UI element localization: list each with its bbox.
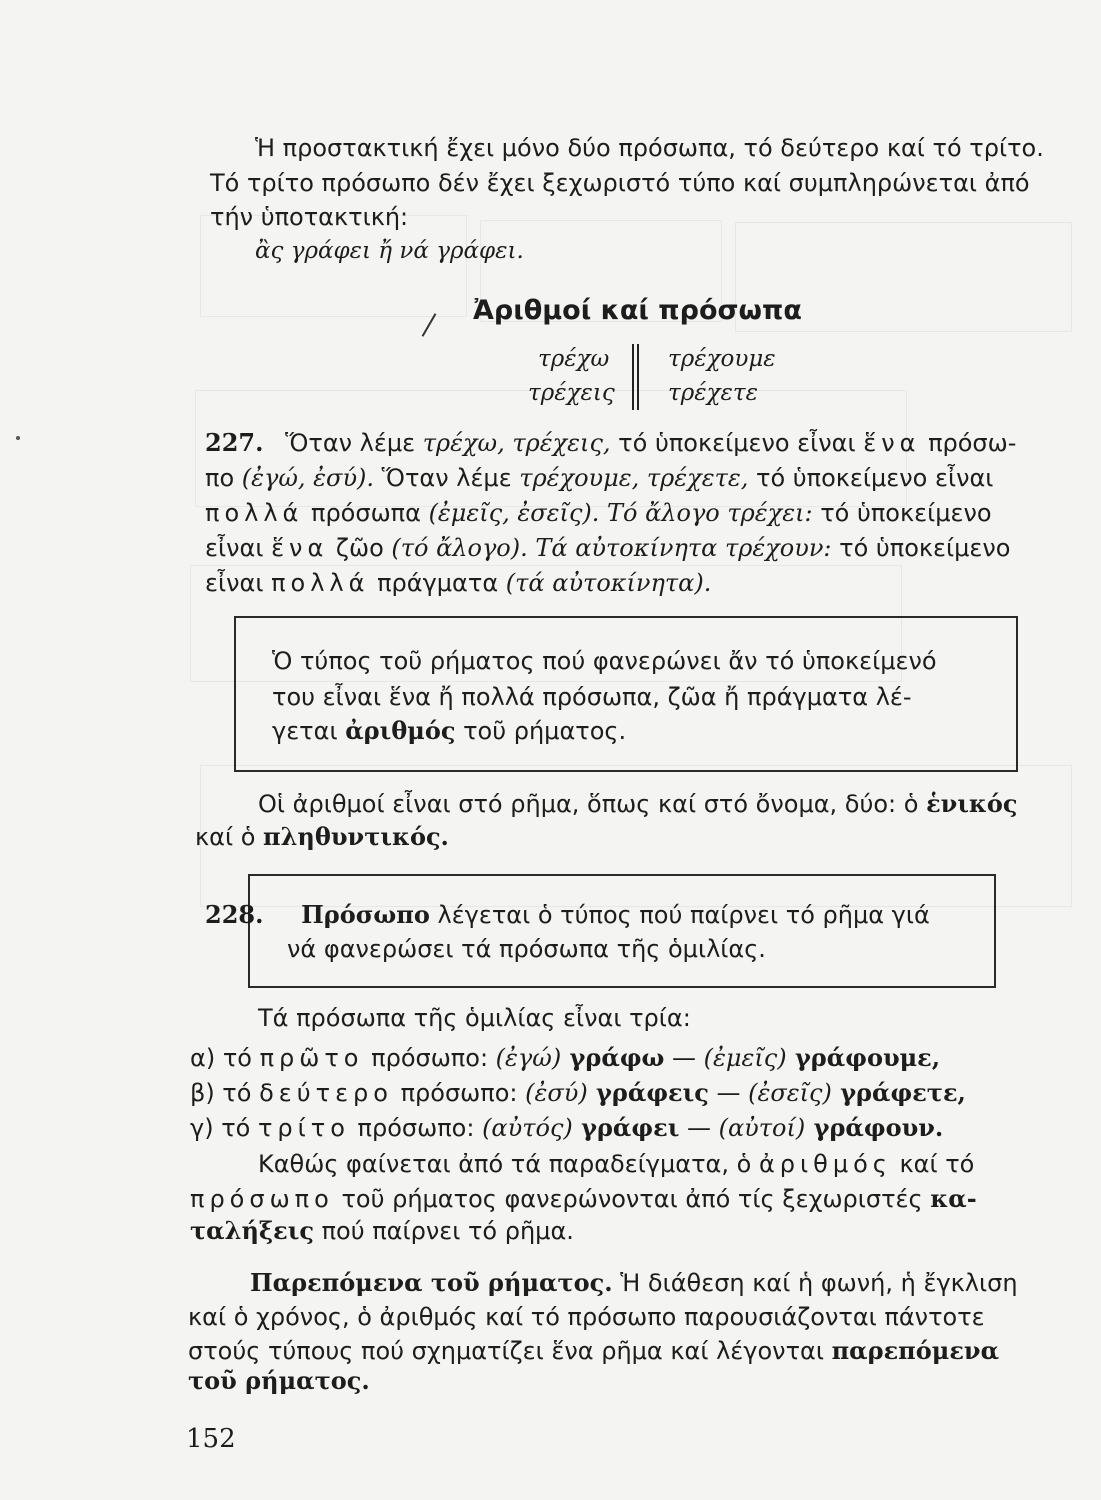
paragraph-number: 228. <box>205 900 264 929</box>
p228-line-2: νά φανερώσει τά πρόσωπα τῆς ὁμιλίας. <box>287 935 766 963</box>
box1-line-1: Ὁ τύπος τοῦ ρήματος πού φανερώνει ἄν τό ὑποκείμενό <box>272 647 937 675</box>
text: β) τό <box>190 1079 260 1107</box>
spaced-text: ἕνα <box>271 534 329 562</box>
bold-text: γράφει <box>572 1113 680 1142</box>
spaced-text: ἀριθμός <box>758 1150 892 1178</box>
text: στούς τύπους πού σχηματίζει ἕνα ρῆμα καί λέγονται <box>188 1337 832 1365</box>
intro-line-2: Τό τρίτο πρόσωπο δέν ἔχει ξεχωριστό τύπο καί συμπληρώνεται ἀπό <box>210 169 1030 197</box>
text: πο <box>205 464 242 492</box>
parepomena-line-3 <box>188 1336 999 1366</box>
italic-text: (αὐτοί) <box>718 1114 806 1142</box>
italic-text: τρέχουμε, τρέχετε, <box>519 464 749 492</box>
conjugation-divider <box>632 344 634 410</box>
conjugation-right-1: τρέχουμε <box>668 346 776 372</box>
spaced-text: ἕνα <box>863 429 921 457</box>
text: πού παίρνει τό ρῆμα. <box>313 1217 574 1245</box>
italic-text: τρέχω, τρέχεις, <box>422 429 611 457</box>
conjugation-right-2: τρέχετε <box>668 380 758 406</box>
text: πρόσωπο: <box>349 1114 483 1142</box>
italic-text: (ἐμεῖς) <box>703 1044 787 1072</box>
bold-text: γράφουν. <box>805 1113 944 1142</box>
examples-line-3 <box>190 1216 574 1246</box>
bold-text: κα- <box>930 1184 977 1213</box>
p228-line-1 <box>205 900 930 930</box>
text: εἶναι <box>205 534 272 562</box>
persons-third <box>190 1113 943 1143</box>
conjugation-left-1: τρέχω <box>538 346 610 372</box>
bold-text: παρεπόμενα <box>831 1336 1000 1365</box>
text: ζῶο <box>328 534 392 562</box>
text: Ὅταν λέμε <box>374 464 520 492</box>
persons-first <box>190 1043 940 1073</box>
numbers-line-1 <box>258 789 1018 819</box>
persons-second <box>190 1078 966 1108</box>
text: πρόσω- <box>920 429 1017 457</box>
text: α) τό <box>190 1044 260 1072</box>
spaced-text: πολλά <box>205 499 304 527</box>
spaced-text: πρόσωπο <box>190 1185 334 1213</box>
spaced-text: πρῶτο <box>259 1044 364 1072</box>
text: πρόσωπο: <box>392 1079 526 1107</box>
margin-dot <box>16 436 20 440</box>
text: τό ὑποκείμενο <box>831 534 1011 562</box>
italic-text: Τά αὐτοκίνητα τρέχουν: <box>527 534 832 562</box>
bold-text: γράφω <box>561 1043 665 1072</box>
bold-text: Πρόσωπο <box>301 900 430 929</box>
italic-text: (ἐγώ, ἐσύ). <box>241 464 375 492</box>
bold-text: ἀριθμός <box>345 716 456 745</box>
persons-intro: Τά πρόσωπα τῆς ὁμιλίας εἶναι τρία: <box>258 1004 691 1032</box>
italic-text: (αὐτός) <box>482 1114 573 1142</box>
p227-line-3 <box>205 498 992 528</box>
text: Οἱ ἀριθμοί εἶναι στό ρῆμα, ὅπως καί στό ὄνομα, δύο: ὁ <box>258 790 927 818</box>
p227-line-5 <box>205 568 711 598</box>
text: γεται <box>272 717 346 745</box>
text: — <box>708 1079 749 1107</box>
spaced-text: τρίτο <box>257 1114 350 1142</box>
bold-text: ἑνικός <box>926 789 1018 818</box>
section-heading: Ἀριθμοί καί πρόσωπα <box>473 295 802 326</box>
bold-text: γράφετε, <box>831 1078 966 1107</box>
text: τό ὑποκείμενο εἶναι <box>748 464 994 492</box>
text: Καθώς φαίνεται ἀπό τά παραδείγματα, ὁ <box>258 1150 759 1178</box>
p227-line-1 <box>205 428 1016 458</box>
bold-text: γράφουμε, <box>786 1043 941 1072</box>
definition-box-person <box>248 874 996 988</box>
italic-text: Τό ἄλογο τρέχει: <box>599 499 813 527</box>
text: καί τό <box>891 1150 975 1178</box>
text: πρόσωπο: <box>363 1044 496 1072</box>
spaced-text: πολλά <box>271 569 370 597</box>
intro-line-3: τήν ὑποτακτική: <box>210 203 409 231</box>
examples-line-2 <box>190 1184 977 1214</box>
text: λέγεται ὁ τύπος πού παίρνει τό ρῆμα γιά <box>429 901 930 929</box>
numbers-line-2 <box>195 822 449 852</box>
box1-line-2: του εἶναι ἕνα ἤ πολλά πρόσωπα, ζῶα ἤ πράγματα λέ- <box>272 683 912 711</box>
text: Ὅταν λέμε <box>285 429 423 457</box>
conjugation-divider <box>637 344 639 410</box>
parepomena-line-1 <box>250 1268 1018 1298</box>
bold-text: Παρεπόμενα τοῦ ρήματος. <box>250 1268 613 1297</box>
p227-line-2 <box>205 463 993 493</box>
p227-line-4 <box>205 533 1010 563</box>
text: γ) τό <box>190 1114 258 1142</box>
parepomena-line-4: τοῦ ρήματος. <box>188 1366 370 1395</box>
text: καί ὁ <box>195 823 264 851</box>
paragraph-number: 227. <box>205 428 264 457</box>
italic-text: (τό ἄλογο). <box>391 534 528 562</box>
page-number: 152 <box>186 1424 236 1454</box>
text: τό ὑποκείμενο <box>812 499 992 527</box>
italic-text: (ἐμεῖς, ἐσεῖς). <box>428 499 600 527</box>
text: πράγματα <box>369 569 506 597</box>
intro-example: ἂς γράφει ἤ νά γράφει. <box>255 238 524 264</box>
box1-line-3 <box>272 716 626 746</box>
text: τοῦ ρήματος. <box>455 717 627 745</box>
text: Ἡ διάθεση καί ἡ φωνή, ἡ ἔγκλιση <box>612 1269 1018 1297</box>
text: — <box>679 1114 719 1142</box>
text: — <box>664 1044 704 1072</box>
spaced-text: δεύτερο <box>259 1079 393 1107</box>
examples-line-1 <box>258 1149 974 1179</box>
italic-text: (ἐγώ) <box>495 1044 562 1072</box>
italic-text: (τά αὐτοκίνητα). <box>505 569 712 597</box>
parepomena-line-2: καί ὁ χρόνος, ὁ ἀριθμός καί τό πρόσωπο παρουσιάζονται πάντοτε <box>188 1303 985 1331</box>
conjugation-left-2: τρέχεις <box>528 380 615 406</box>
bold-text: πληθυντικός. <box>263 822 449 851</box>
italic-text: (ἐσεῖς) <box>748 1079 832 1107</box>
text: τοῦ ρήματος φανερώνονται ἀπό τίς ξεχωριστές <box>333 1185 931 1213</box>
bold-text: ταλήξεις <box>190 1216 314 1245</box>
bold-text: γράφεις <box>587 1078 709 1107</box>
text: τό ὑποκείμενο εἶναι <box>610 429 864 457</box>
text: πρόσωπα <box>303 499 429 527</box>
text: εἶναι <box>205 569 272 597</box>
italic-text: (ἐσύ) <box>525 1079 588 1107</box>
intro-line-1: Ἡ προστακτική ἔχει μόνο δύο πρόσωπα, τό δεύτερο καί τό τρίτο. <box>255 134 1044 162</box>
